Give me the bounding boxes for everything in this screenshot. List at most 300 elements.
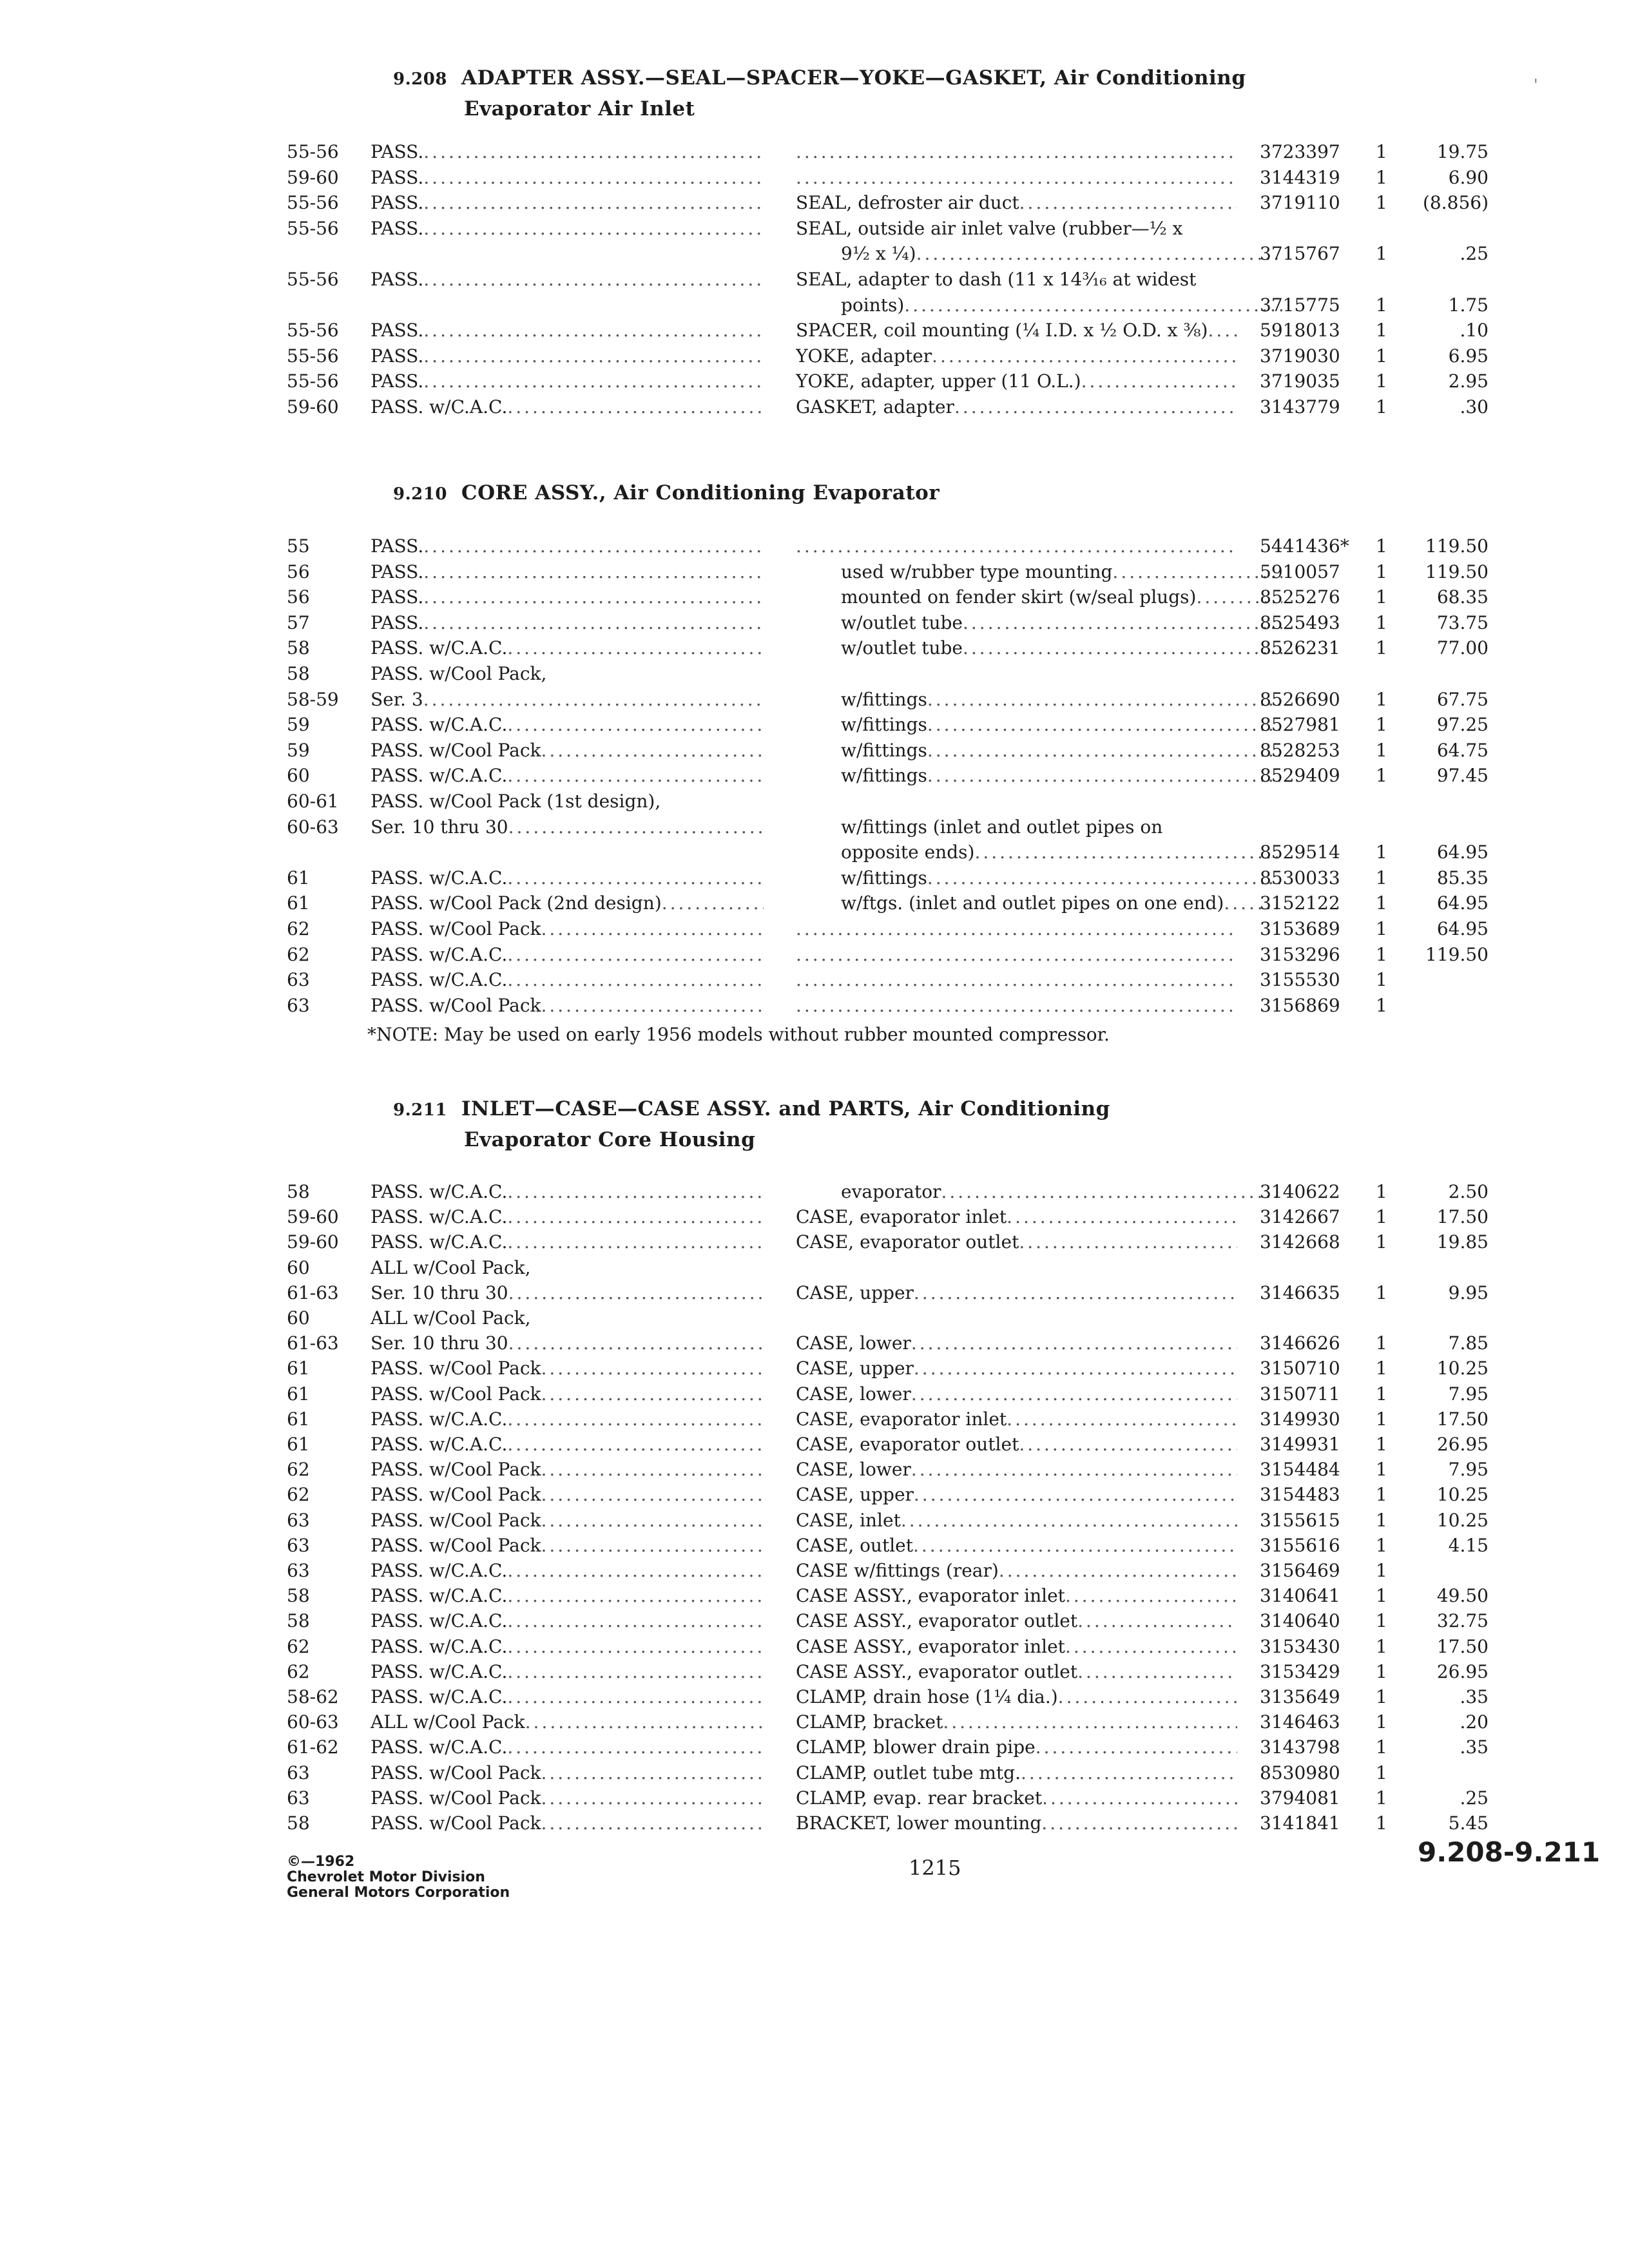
quantity: 1 <box>1376 586 1387 608</box>
description: CASE, evaporator inlet ..... <box>796 1204 1237 1230</box>
part-number: 3156469 <box>1260 1560 1340 1581</box>
application: PASS. w/C.A.C. ..... <box>371 763 764 789</box>
model-year: 63 <box>287 1535 310 1556</box>
price: 1.75 <box>1448 294 1489 316</box>
quantity: 1 <box>1376 612 1387 633</box>
application: PASS. w/C.A.C. ..... <box>371 967 764 993</box>
application: Ser. 10 thru 30 ..... <box>371 1280 764 1306</box>
quantity: 1 <box>1376 192 1387 213</box>
description: SEAL, outside air inlet valve (rubber—½ x <box>796 218 1183 239</box>
price: .25 <box>1460 243 1489 264</box>
model-year: 58 <box>287 637 310 658</box>
price: 2.95 <box>1448 370 1489 392</box>
parts-row <box>0 1735 1629 1760</box>
description: CASE, lower ..... <box>796 1331 1237 1356</box>
application: PASS. ..... <box>371 533 764 559</box>
application: PASS. w/C.A.C. ..... <box>371 394 764 420</box>
quantity: 1 <box>1376 1585 1387 1606</box>
quantity: 1 <box>1376 1231 1387 1253</box>
model-year: 61 <box>287 1383 310 1405</box>
application: PASS. ..... <box>371 267 764 293</box>
copyright-text: ©—1962 <box>287 1854 355 1870</box>
parts-row <box>0 1709 1629 1735</box>
model-year: 57 <box>287 612 310 633</box>
description: CASE, outlet ..... <box>796 1533 1237 1559</box>
description <box>796 533 1237 559</box>
model-year: 60-61 <box>287 791 339 812</box>
application: ALL w/Cool Pack, <box>371 1307 531 1329</box>
parts-row <box>0 267 1629 293</box>
part-number: 3715767 <box>1260 243 1340 264</box>
price: 26.95 <box>1436 1434 1489 1455</box>
part-number: 8526690 <box>1260 689 1340 710</box>
part-number: 3146463 <box>1260 1711 1340 1733</box>
description: CLAMP, drain hose (1¼ dia.) ..... <box>796 1684 1237 1710</box>
description: w/fittings ..... <box>796 865 1282 891</box>
description: w/fittings ..... <box>796 738 1282 764</box>
model-year: 62 <box>287 944 310 965</box>
model-year: 61 <box>287 1434 310 1455</box>
description <box>796 942 1237 968</box>
price: 97.25 <box>1436 714 1489 735</box>
quantity: 1 <box>1376 637 1387 658</box>
parts-row <box>0 942 1629 968</box>
quantity: 1 <box>1376 714 1387 735</box>
quantity: 1 <box>1376 294 1387 316</box>
application: PASS. ..... <box>371 369 764 394</box>
quantity: 1 <box>1376 535 1387 557</box>
footer-copyright-block <box>287 1854 510 1901</box>
price: .30 <box>1460 396 1489 418</box>
quantity: 1 <box>1376 765 1387 786</box>
parts-row <box>0 1457 1629 1483</box>
description: CASE, upper ..... <box>796 1280 1237 1306</box>
quantity: 1 <box>1376 689 1387 710</box>
price: (8.856) <box>1422 192 1489 213</box>
part-number: 3140640 <box>1260 1610 1340 1631</box>
model-year: 60 <box>287 765 310 786</box>
quantity: 1 <box>1376 740 1387 761</box>
parts-row <box>0 1381 1629 1407</box>
model-year: 55-56 <box>287 345 339 367</box>
description: BRACKET, lower mounting ..... <box>796 1811 1237 1836</box>
application: PASS. w/C.A.C. ..... <box>371 1608 764 1634</box>
model-year: 58 <box>287 1812 310 1834</box>
part-number: 3149931 <box>1260 1434 1340 1455</box>
part-number: 3719030 <box>1260 345 1340 367</box>
parts-row <box>0 1508 1629 1533</box>
parts-row <box>0 712 1629 738</box>
description: CASE, inlet ..... <box>796 1508 1237 1533</box>
price: 97.45 <box>1436 765 1489 786</box>
parts-row <box>0 1331 1629 1356</box>
section-number: 9.208 <box>393 70 447 89</box>
price: 68.35 <box>1436 586 1489 608</box>
quantity: 1 <box>1376 1510 1387 1531</box>
model-year: 59-60 <box>287 1206 339 1227</box>
price: 17.50 <box>1436 1206 1489 1227</box>
parts-row <box>0 1482 1629 1508</box>
description <box>796 967 1237 993</box>
quantity: 1 <box>1376 1332 1387 1354</box>
price: 17.50 <box>1436 1636 1489 1657</box>
description: w/outlet tube ..... <box>796 635 1282 661</box>
description: CASE ASSY., evaporator inlet ..... <box>796 1583 1237 1609</box>
parts-row <box>0 394 1629 420</box>
part-number: 8525493 <box>1260 612 1340 633</box>
model-year: 58 <box>287 1585 310 1606</box>
quantity: 1 <box>1376 969 1387 990</box>
parts-row <box>0 1407 1629 1432</box>
parts-row <box>0 1305 1629 1331</box>
parts-row <box>0 1785 1629 1811</box>
model-year: 58 <box>287 1181 310 1202</box>
model-year: 60 <box>287 1257 310 1278</box>
model-year: 61 <box>287 867 310 889</box>
model-year: 61-63 <box>287 1282 339 1303</box>
price: 73.75 <box>1436 612 1489 633</box>
parts-row <box>0 1255 1629 1281</box>
section-title: CORE ASSY., Air Conditioning Evaporator <box>461 481 940 505</box>
section-subtitle: Evaporator Core Housing <box>464 1128 756 1151</box>
part-number: 3146626 <box>1260 1332 1340 1354</box>
part-number: 3142668 <box>1260 1231 1340 1253</box>
application: PASS. w/C.A.C. ..... <box>371 712 764 738</box>
part-number: 3155530 <box>1260 969 1340 990</box>
quantity: 1 <box>1376 1560 1387 1581</box>
parts-row <box>0 1811 1629 1836</box>
price: 17.50 <box>1436 1408 1489 1430</box>
section-title: ADAPTER ASSY.—SEAL—SPACER—YOKE—GASKET, Air Conditioning <box>461 66 1246 90</box>
parts-row <box>0 1760 1629 1786</box>
part-number: 8528253 <box>1260 740 1340 761</box>
price: .20 <box>1460 1711 1489 1733</box>
model-year: 63 <box>287 995 310 1016</box>
model-year: 55-56 <box>287 218 339 239</box>
parts-row <box>0 318 1629 343</box>
description: SEAL, defroster air duct ..... <box>796 190 1237 216</box>
model-year: 58-59 <box>287 689 339 710</box>
application: PASS. w/Cool Pack ..... <box>371 1533 764 1559</box>
parts-row <box>0 789 1629 814</box>
price: 119.50 <box>1425 535 1489 557</box>
section-number: 9.211 <box>393 1100 447 1120</box>
description: CASE ASSY., evaporator outlet ..... <box>796 1659 1237 1685</box>
parts-row <box>0 533 1629 559</box>
model-year: 63 <box>287 969 310 990</box>
description: opposite ends) ..... <box>796 840 1282 865</box>
parts-row <box>0 1204 1629 1230</box>
application: PASS. w/C.A.C. ..... <box>371 1583 764 1609</box>
model-year: 55-56 <box>287 320 339 341</box>
model-year: 60-63 <box>287 816 339 838</box>
model-year: 61 <box>287 1408 310 1430</box>
part-number: 3156869 <box>1260 995 1340 1016</box>
quantity: 1 <box>1376 1736 1387 1758</box>
application: PASS. ..... <box>371 165 764 191</box>
part-number: 3719035 <box>1260 370 1340 392</box>
application: PASS. w/Cool Pack ..... <box>371 1482 764 1508</box>
model-year: 55-56 <box>287 269 339 290</box>
part-number: 5441436* <box>1260 535 1349 557</box>
price: 85.35 <box>1436 867 1489 889</box>
price: 119.50 <box>1425 944 1489 965</box>
application: PASS. w/C.A.C. ..... <box>371 635 764 661</box>
application: ALL w/Cool Pack ..... <box>371 1709 764 1735</box>
quantity: 1 <box>1376 944 1387 965</box>
model-year: 56 <box>287 561 310 582</box>
parts-row <box>0 1634 1629 1660</box>
description: w/fittings ..... <box>796 712 1282 738</box>
application: PASS. w/Cool Pack (1st design), <box>371 791 661 812</box>
description: GASKET, adapter ..... <box>796 394 1237 420</box>
part-number: 3142667 <box>1260 1206 1340 1227</box>
parts-row <box>0 1684 1629 1710</box>
description: CLAMP, evap. rear bracket ..... <box>796 1785 1237 1811</box>
description: points) ..... <box>796 293 1282 318</box>
parts-row <box>0 916 1629 942</box>
description: CASE, lower ..... <box>796 1381 1237 1407</box>
price: 10.25 <box>1436 1510 1489 1531</box>
parts-row <box>0 814 1629 840</box>
parts-row <box>0 1659 1629 1685</box>
application: PASS. ..... <box>371 190 764 216</box>
quantity: 1 <box>1376 1282 1387 1303</box>
quantity: 1 <box>1376 243 1387 264</box>
application: PASS. w/C.A.C. ..... <box>371 1204 764 1230</box>
price: 7.85 <box>1448 1332 1489 1354</box>
application: PASS. w/C.A.C. ..... <box>371 1407 764 1432</box>
model-year: 55 <box>287 535 310 557</box>
parts-row <box>0 610 1629 636</box>
quantity: 1 <box>1376 345 1387 367</box>
description: CLAMP, blower drain pipe ..... <box>796 1735 1237 1760</box>
description: YOKE, adapter, upper (11 O.L.) ..... <box>796 369 1237 394</box>
model-year: 59 <box>287 740 310 761</box>
application: PASS. w/Cool Pack ..... <box>371 1356 764 1381</box>
model-year: 61 <box>287 892 310 914</box>
parts-row <box>0 993 1629 1019</box>
model-year: 61-63 <box>287 1332 339 1354</box>
description: CLAMP, bracket ..... <box>796 1709 1237 1735</box>
application: PASS. w/C.A.C. ..... <box>371 1558 764 1584</box>
description: w/fittings ..... <box>796 763 1282 789</box>
part-number: 3143798 <box>1260 1736 1340 1758</box>
section-heading <box>393 478 940 509</box>
parts-row <box>0 635 1629 661</box>
application: PASS. ..... <box>371 343 764 369</box>
quantity: 1 <box>1376 841 1387 863</box>
parts-row <box>0 1179 1629 1205</box>
section-number: 9.210 <box>393 485 447 504</box>
description: SPACER, coil mounting (¼ I.D. x ½ O.D. x ⅜) ..... <box>796 318 1237 343</box>
application: PASS. w/C.A.C. ..... <box>371 942 764 968</box>
parts-row <box>0 293 1629 318</box>
model-year: 55-56 <box>287 192 339 213</box>
model-year: 60-63 <box>287 1711 339 1733</box>
description: YOKE, adapter ..... <box>796 343 1237 369</box>
parts-row <box>0 216 1629 242</box>
part-number: 3153296 <box>1260 944 1340 965</box>
price: 77.00 <box>1436 637 1489 658</box>
part-number: 8530033 <box>1260 867 1340 889</box>
application: PASS. ..... <box>371 216 764 242</box>
scan-mark: ' <box>1534 76 1538 94</box>
description <box>796 165 1237 191</box>
quantity: 1 <box>1376 1459 1387 1480</box>
description: CASE w/fittings (rear) ..... <box>796 1558 1237 1584</box>
price: .25 <box>1460 1787 1489 1809</box>
model-year: 59 <box>287 714 310 735</box>
part-number: 3140641 <box>1260 1585 1340 1606</box>
section-note: *NOTE: May be used on early 1956 models without rubber mounted compressor. <box>367 1024 1110 1045</box>
part-number: 3153430 <box>1260 1636 1340 1657</box>
parts-row <box>0 369 1629 394</box>
part-number: 5910057 <box>1260 561 1340 582</box>
parts-row <box>0 241 1629 267</box>
part-number: 8527981 <box>1260 714 1340 735</box>
parts-row <box>0 687 1629 713</box>
parts-row <box>0 1558 1629 1584</box>
price: 4.15 <box>1448 1535 1489 1556</box>
application: PASS. w/C.A.C. ..... <box>371 1634 764 1660</box>
application: Ser. 3 ..... <box>371 687 764 713</box>
application: PASS. w/C.A.C. ..... <box>371 1659 764 1685</box>
part-number: 3715775 <box>1260 294 1340 316</box>
part-number: 3135649 <box>1260 1686 1340 1707</box>
price: 64.95 <box>1436 841 1489 863</box>
section-subtitle: Evaporator Air Inlet <box>464 97 695 120</box>
quantity: 1 <box>1376 995 1387 1016</box>
quantity: 1 <box>1376 1181 1387 1202</box>
price: 119.50 <box>1425 561 1489 582</box>
description: w/fittings ..... <box>796 687 1282 713</box>
price: .35 <box>1460 1686 1489 1707</box>
part-number: 3150710 <box>1260 1358 1340 1379</box>
model-year: 60 <box>287 1307 310 1329</box>
price: 49.50 <box>1436 1585 1489 1606</box>
application: PASS. w/C.A.C. ..... <box>371 1684 764 1710</box>
parts-row <box>0 584 1629 610</box>
quantity: 1 <box>1376 1358 1387 1379</box>
description: w/outlet tube ..... <box>796 610 1282 636</box>
description: 9½ x ¼) ..... <box>796 241 1282 267</box>
page-number: 1215 <box>909 1856 961 1880</box>
model-year: 55-56 <box>287 141 339 162</box>
parts-row <box>0 1432 1629 1457</box>
parts-row <box>0 1608 1629 1634</box>
section-heading <box>393 1094 1110 1155</box>
description: w/ftgs. (inlet and outlet pipes on one end) ..... <box>796 890 1282 916</box>
description: CASE ASSY., evaporator inlet ..... <box>796 1634 1237 1660</box>
price: 67.75 <box>1436 689 1489 710</box>
parts-row <box>0 165 1629 191</box>
quantity: 1 <box>1376 892 1387 914</box>
section-heading <box>393 63 1246 124</box>
application: PASS. w/C.A.C. ..... <box>371 1735 764 1760</box>
section-title: INLET—CASE—CASE ASSY. and PARTS, Air Conditioning <box>461 1097 1110 1120</box>
part-number: 3140622 <box>1260 1181 1340 1202</box>
part-number: 3155615 <box>1260 1510 1340 1531</box>
model-year: 55-56 <box>287 370 339 392</box>
application: PASS. w/Cool Pack ..... <box>371 993 764 1019</box>
quantity: 1 <box>1376 1434 1387 1455</box>
quantity: 1 <box>1376 1661 1387 1682</box>
price: 19.75 <box>1436 141 1489 162</box>
application: PASS. w/Cool Pack, <box>371 663 547 684</box>
part-number: 8526231 <box>1260 637 1340 658</box>
model-year: 62 <box>287 1661 310 1682</box>
quantity: 1 <box>1376 1636 1387 1657</box>
application: PASS. w/Cool Pack ..... <box>371 1760 764 1786</box>
part-number: 3141841 <box>1260 1812 1340 1834</box>
price: 9.95 <box>1448 1282 1489 1303</box>
part-number: 3154483 <box>1260 1484 1340 1505</box>
parts-row <box>0 661 1629 687</box>
model-year: 58-62 <box>287 1686 339 1707</box>
quantity: 1 <box>1376 1610 1387 1631</box>
description: CASE, evaporator outlet ..... <box>796 1229 1237 1255</box>
quantity: 1 <box>1376 1762 1387 1783</box>
quantity: 1 <box>1376 1535 1387 1556</box>
application: PASS. ..... <box>371 559 764 585</box>
price: 64.95 <box>1436 892 1489 914</box>
description: w/fittings (inlet and outlet pipes on <box>841 816 1163 838</box>
model-year: 62 <box>287 1459 310 1480</box>
description: CLAMP, outlet tube mtg. ..... <box>796 1760 1237 1786</box>
description <box>796 993 1237 1019</box>
part-number: 3154484 <box>1260 1459 1340 1480</box>
quantity: 1 <box>1376 1383 1387 1405</box>
price: .35 <box>1460 1736 1489 1758</box>
application: PASS. ..... <box>371 584 764 610</box>
description: SEAL, adapter to dash (11 x 14³⁄₁₆ at widest <box>796 269 1197 290</box>
application: PASS. ..... <box>371 139 764 165</box>
description <box>796 139 1237 165</box>
model-year: 62 <box>287 918 310 939</box>
price: 64.75 <box>1436 740 1489 761</box>
part-number: 3719110 <box>1260 192 1340 213</box>
part-number: 8530980 <box>1260 1762 1340 1783</box>
model-year: 59-60 <box>287 396 339 418</box>
part-number: 8525276 <box>1260 586 1340 608</box>
description: CASE, upper ..... <box>796 1356 1237 1381</box>
parts-row <box>0 190 1629 216</box>
part-number: 3146635 <box>1260 1282 1340 1303</box>
description: CASE ASSY., evaporator outlet ..... <box>796 1608 1237 1634</box>
application: PASS. w/Cool Pack ..... <box>371 738 764 764</box>
application: PASS. w/Cool Pack ..... <box>371 1785 764 1811</box>
price: 10.25 <box>1436 1358 1489 1379</box>
parts-row <box>0 865 1629 891</box>
part-number: 5918013 <box>1260 320 1340 341</box>
quantity: 1 <box>1376 561 1387 582</box>
model-year: 61-62 <box>287 1736 339 1758</box>
application: PASS. w/Cool Pack ..... <box>371 1381 764 1407</box>
application: ALL w/Cool Pack, <box>371 1257 531 1278</box>
description: used w/rubber type mounting ..... <box>796 559 1282 585</box>
description <box>796 916 1237 942</box>
parts-row <box>0 1280 1629 1306</box>
price: 7.95 <box>1448 1383 1489 1405</box>
application: PASS. w/C.A.C. ..... <box>371 1179 764 1205</box>
part-number: 3794081 <box>1260 1787 1340 1809</box>
model-year: 59-60 <box>287 1231 339 1253</box>
price: 6.90 <box>1448 167 1489 188</box>
quantity: 1 <box>1376 1206 1387 1227</box>
quantity: 1 <box>1376 1408 1387 1430</box>
description: mounted on fender skirt (w/seal plugs) ..... <box>796 584 1282 610</box>
